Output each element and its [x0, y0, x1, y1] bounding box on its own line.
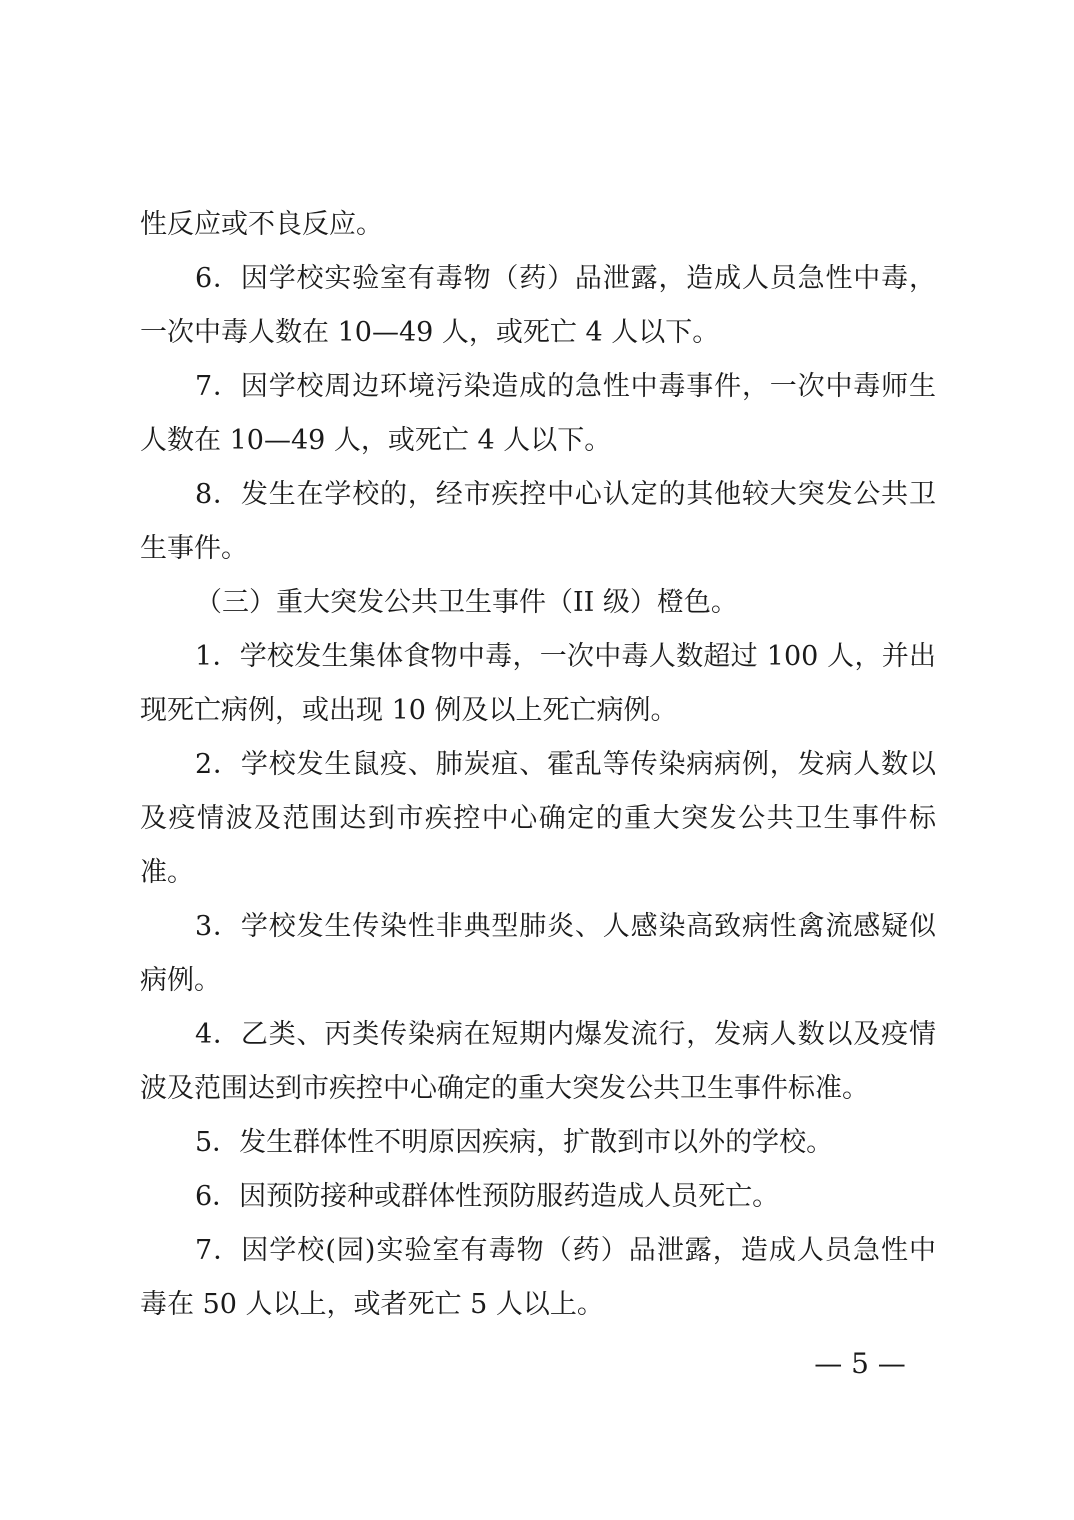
text-line: 一次中毒人数在 10—49 人，或死亡 4 人以下。	[140, 317, 720, 348]
text-line: 波及范围达到市疾控中心确定的重大突发公共卫生事件标准。	[140, 1073, 869, 1104]
text-line: 病例。	[140, 965, 221, 996]
text-line: 2．学校发生鼠疫、肺炭疽、霍乱等传染病病例，发病人数以	[195, 749, 936, 780]
section-heading: （三）重大突发公共卫生事件（II 级）橙色。	[195, 587, 738, 618]
text-line: 性反应或不良反应。	[140, 209, 383, 240]
text-line: 人数在 10—49 人，或死亡 4 人以下。	[140, 425, 612, 456]
text-line: 毒在 50 人以上，或者死亡 5 人以上。	[140, 1289, 604, 1320]
text-line: 6．因预防接种或群体性预防服药造成人员死亡。	[195, 1181, 780, 1212]
text-line: 1．学校发生集体食物中毒，一次中毒人数超过 100 人，并出	[195, 641, 936, 672]
text-line: 及疫情波及范围达到市疾控中心确定的重大突发公共卫生事件标	[140, 803, 936, 834]
text-line: 现死亡病例，或出现 10 例及以上死亡病例。	[140, 695, 678, 726]
text-line: 6．因学校实验室有毒物（药）品泄露，造成人员急性中毒，	[195, 263, 936, 294]
text-line: 生事件。	[140, 533, 248, 564]
text-line: 7．因学校周边环境污染造成的急性中毒事件，一次中毒师生	[195, 371, 936, 402]
text-line: 5．发生群体性不明原因疾病，扩散到市以外的学校。	[195, 1127, 834, 1158]
text-line: 3．学校发生传染性非典型肺炎、人感染高致病性禽流感疑似	[195, 911, 936, 942]
text-line: 4．乙类、丙类传染病在短期内爆发流行，发病人数以及疫情	[195, 1019, 936, 1050]
text-line: 准。	[140, 857, 194, 888]
text-line: 7．因学校(园)实验室有毒物（药）品泄露，造成人员急性中	[195, 1235, 936, 1266]
page-number: — 5 —	[814, 1347, 906, 1380]
text-line: 8．发生在学校的，经市疾控中心认定的其他较大突发公共卫	[195, 479, 936, 510]
